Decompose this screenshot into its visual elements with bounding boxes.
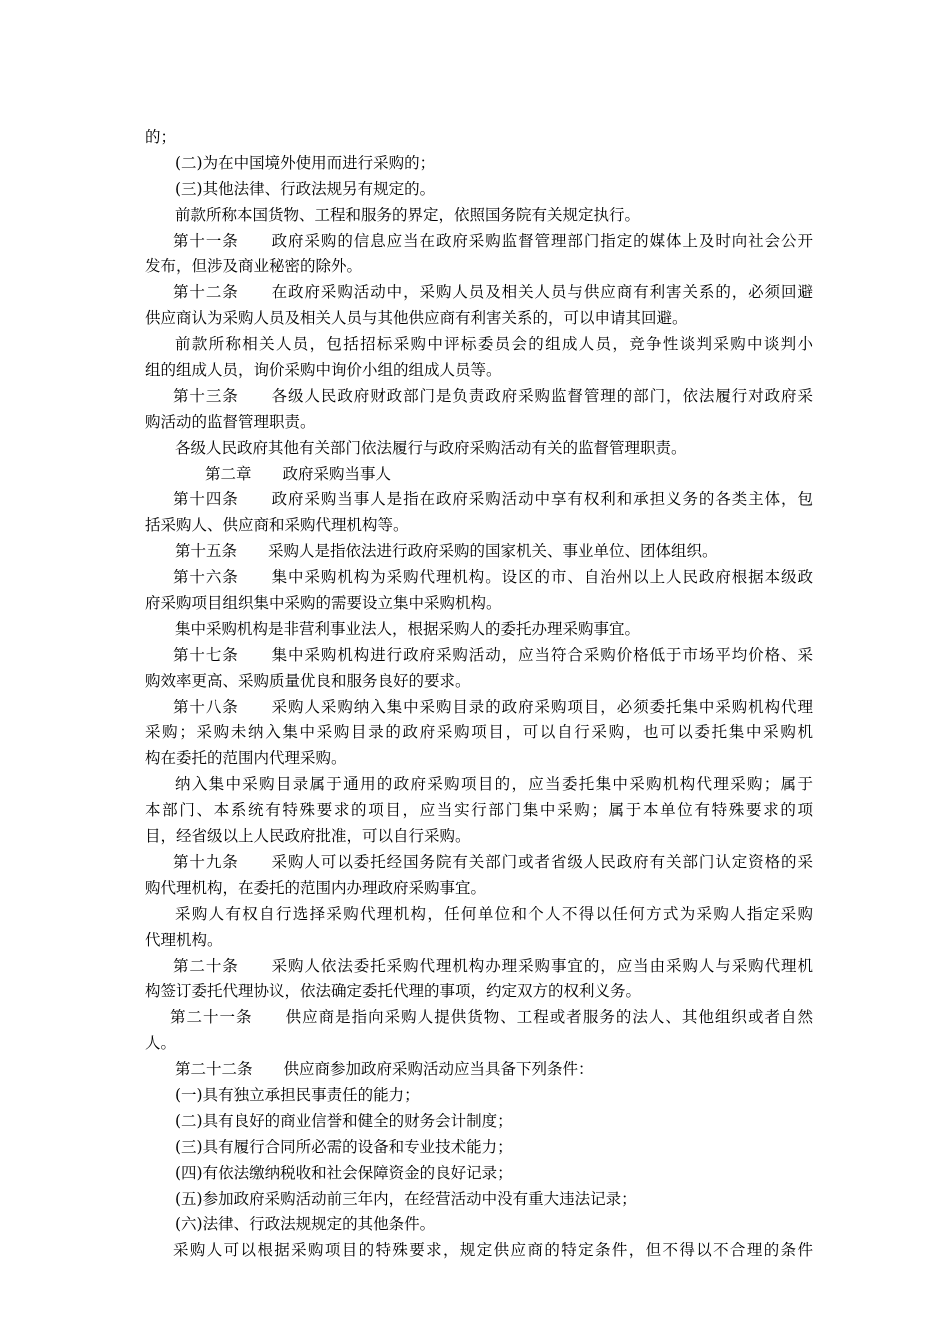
text-line: 代理机构。 bbox=[145, 930, 223, 949]
article-12-line: 第十二条 在政府采购活动中，采购人员及相关人员与供应商有利害关系的，必须回避 bbox=[173, 283, 813, 302]
text-line: 前款所称相关人员，包括招标采购中评标委员会的组成人员，竞争性谈判采购中谈判小 bbox=[175, 335, 813, 354]
text-line: 的； bbox=[145, 128, 177, 146]
document-body bbox=[145, 125, 813, 1264]
text-line: 括采购人、供应商和采购代理机构等。 bbox=[145, 516, 409, 535]
article-22-line: 第二十二条 供应商参加政府采购活动应当具备下列条件： bbox=[175, 1060, 594, 1079]
article-18-line: 第十八条 采购人采购纳入集中采购目录的政府采购项目，必须委托集中采购机构代理 bbox=[173, 697, 813, 716]
article-13-line: 第十三条 各级人民政府财政部门是负责政府采购监督管理的部门，依法履行对政府采 bbox=[173, 386, 813, 405]
text-line: 采购；采购未纳入集中采购目录的政府采购项目，可以自行采购，也可以委托集中采购机 bbox=[145, 723, 813, 742]
text-line: 人。 bbox=[145, 1034, 177, 1053]
list-item: (四)有依法缴纳税收和社会保障资金的良好记录； bbox=[175, 1163, 513, 1182]
text-line: (二)为在中国境外使用而进行采购的； bbox=[175, 153, 436, 172]
list-item: (三)具有履行合同所必需的设备和专业技术能力； bbox=[175, 1137, 513, 1156]
list-item: (二)具有良好的商业信誉和健全的财务会计制度； bbox=[175, 1111, 513, 1130]
text-line: 采购人可以根据采购项目的特殊要求，规定供应商的特定条件，但不得以不合理的条件 bbox=[173, 1241, 813, 1260]
article-14-line: 第十四条 政府采购当事人是指在政府采购活动中享有权利和承担义务的各类主体，包 bbox=[173, 490, 813, 509]
article-11-line: 第十一条 政府采购的信息应当在政府采购监督管理部门指定的媒体上及时向社会公开 bbox=[173, 231, 813, 250]
article-21-line: 第二十一条 供应商是指向采购人提供货物、工程或者服务的法人、其他组织或者自然 bbox=[170, 1008, 813, 1027]
text-line: 构在委托的范围内代理采购。 bbox=[145, 749, 347, 768]
list-item: (五)参加政府采购活动前三年内，在经营活动中没有重大违法记录； bbox=[175, 1189, 637, 1208]
list-item: (一)具有独立承担民事责任的能力； bbox=[175, 1085, 420, 1104]
list-item: (六)法律、行政法规规定的其他条件。 bbox=[175, 1215, 436, 1234]
text-line: 集中采购机构是非营利事业法人，根据采购人的委托办理采购事宜。 bbox=[175, 619, 641, 638]
text-line: 目，经省级以上人民政府批准，可以自行采购。 bbox=[145, 827, 471, 846]
text-line: 购代理机构，在委托的范围内办理政府采购事宜。 bbox=[145, 878, 487, 897]
text-line: 本部门、本系统有特殊要求的项目，应当实行部门集中采购；属于本单位有特殊要求的项 bbox=[145, 801, 813, 820]
text-line: 供应商认为采购人员及相关人员与其他供应商有利害关系的，可以申请其回避。 bbox=[145, 309, 688, 328]
text-line: 前款所称本国货物、工程和服务的界定，依照国务院有关规定执行。 bbox=[175, 205, 641, 224]
text-line: 纳入集中采购目录属于通用的政府采购项目的，应当委托集中采购机构代理采购；属于 bbox=[175, 775, 813, 794]
chapter-heading: 第二章 政府采购当事人 bbox=[205, 464, 392, 483]
text-line: (三)其他法律、行政法规另有规定的。 bbox=[175, 179, 436, 198]
article-17-line: 第十七条 集中采购机构进行政府采购活动，应当符合采购价格低于市场平均价格、采 bbox=[173, 645, 813, 664]
article-20-line: 第二十条 采购人依法委托采购代理机构办理采购事宜的，应当由采购人与采购代理机 bbox=[173, 956, 813, 975]
article-15-line: 第十五条 采购人是指依法进行政府采购的国家机关、事业单位、团体组织。 bbox=[175, 542, 718, 561]
text-line: 发布，但涉及商业秘密的除外。 bbox=[145, 257, 363, 276]
text-line: 构签订委托代理协议，依法确定委托代理的事项，约定双方的权利义务。 bbox=[145, 982, 642, 1001]
text-line: 府采购项目组织集中采购的需要设立集中采购机构。 bbox=[145, 594, 502, 613]
article-19-line: 第十九条 采购人可以委托经国务院有关部门或者省级人民政府有关部门认定资格的采 bbox=[173, 852, 813, 871]
text-line: 购效率更高、采购质量优良和服务良好的要求。 bbox=[145, 671, 471, 690]
text-line: 采购人有权自行选择采购代理机构，任何单位和个人不得以任何方式为采购人指定采购 bbox=[175, 904, 813, 923]
text-line: 各级人民政府其他有关部门依法履行与政府采购活动有关的监督管理职责。 bbox=[175, 438, 687, 457]
text-line: 购活动的监督管理职责。 bbox=[145, 412, 316, 431]
text-line: 组的组成人员，询价采购中询价小组的组成人员等。 bbox=[145, 361, 502, 380]
article-16-line: 第十六条 集中采购机构为采购代理机构。设区的市、自治州以上人民政府根据本级政 bbox=[173, 568, 813, 587]
